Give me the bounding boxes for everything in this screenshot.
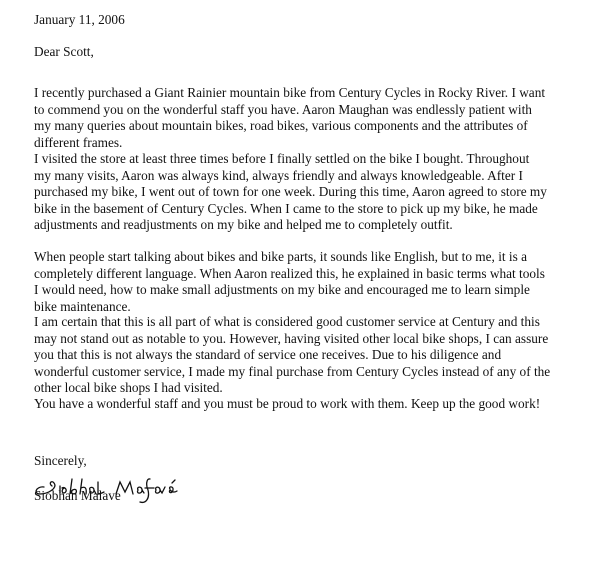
paragraph-line: purchased my bike, I went out of town for one week. During this time, Aaron agreed to store my <box>34 184 547 200</box>
paragraph-line: I would need, how to make small adjustments on my bike and encouraged me to learn simple <box>34 282 530 298</box>
paragraph-line: wonderful customer service, I made my final purchase from Century Cycles instead of any of the <box>34 363 551 379</box>
paragraph-line: I visited the store at least three times before I finally settled on the bike I bought. Throughout <box>34 151 530 166</box>
paragraph-line: When people start talking about bikes and bike parts, it sounds like English, but to me, it is a <box>34 249 528 264</box>
paragraph <box>34 249 545 315</box>
paragraph <box>34 151 547 234</box>
paragraph-line: to commend you on the wonderful staff you have. Aaron Maughan was endlessly patient with <box>34 101 532 117</box>
paragraph-line: I recently purchased a Giant Rainier mountain bike from Century Cycles in Rocky River. I want <box>34 85 546 100</box>
closing: Sincerely, <box>34 453 87 468</box>
paragraph-line: adjustments and readjustments on my bike and helped me to completely outfit. <box>34 217 453 233</box>
signer-name: Siobhan Malave <box>34 488 121 503</box>
paragraph-line: you that this is not always the standard of service one receives. Due to his diligence and <box>34 347 502 363</box>
paragraph-line: may not stand out as notable to you. However, having visited other local bike shops, I can assure <box>34 330 549 346</box>
paragraph-line: bike in the basement of Century Cycles. When I came to the store to pick up my bike, he made <box>34 200 538 216</box>
paragraph-line: my many visits, Aaron was always kind, always friendly and always knowledgeable. After I <box>34 167 523 183</box>
paragraph <box>34 314 550 397</box>
paragraph-line: different frames. <box>34 134 123 150</box>
letter-date: January 11, 2006 <box>34 12 125 27</box>
paragraph-line: You have a wonderful staff and you must be proud to work with them. Keep up the good work! <box>34 396 541 411</box>
paragraph-line: completely different language. When Aaron realized this, he explained in basic terms what tools <box>34 265 545 281</box>
salutation: Dear Scott, <box>34 44 94 59</box>
paragraph <box>34 85 545 151</box>
paragraph-line: my many queries about mountain bikes, road bikes, various components and the attributes of <box>34 118 528 134</box>
paragraph-line: bike maintenance. <box>34 298 131 314</box>
paragraph-line: I am certain that this is all part of what is considered good customer service at Century and this <box>34 314 540 329</box>
paragraph <box>34 396 540 413</box>
paragraph-line: other local bike shops I had visited. <box>34 380 223 396</box>
